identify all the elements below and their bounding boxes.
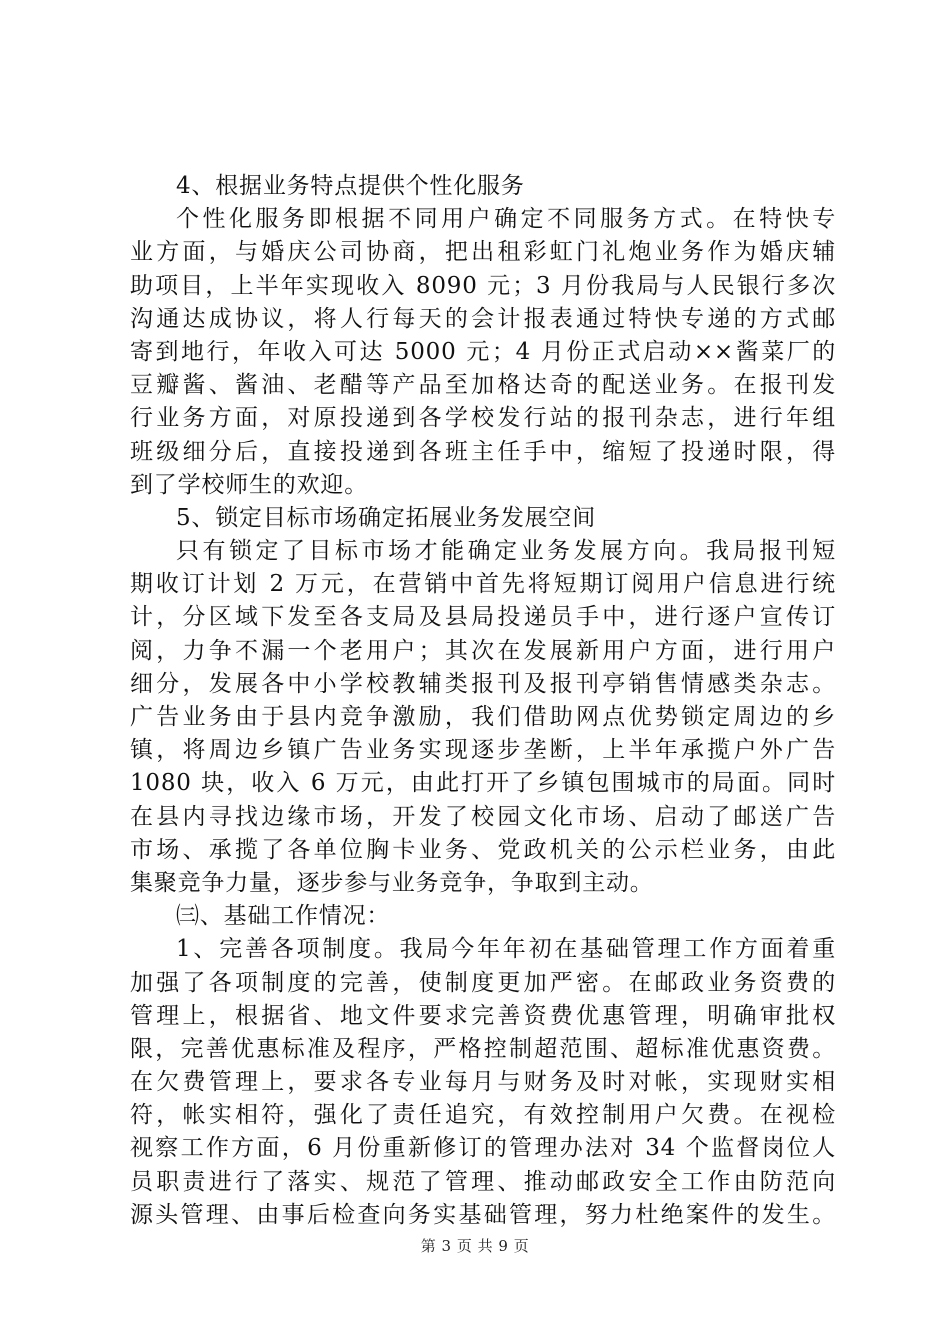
paragraph-line: 行业务方面，对原投递到各学校发行站的报刊杂志，进行年组 bbox=[130, 405, 836, 432]
paragraph-line: 集聚竞争力量，逐步参与业务竞争，争取到主动。 bbox=[130, 869, 654, 896]
paragraph-line: 寄到地行，年收入可达 5000 元；4 月份正式启动××酱菜厂的 bbox=[130, 338, 836, 365]
paragraph-line: 细分，发展各中小学校教辅类报刊及报刊亭销售情感类杂志。 bbox=[130, 670, 836, 697]
paragraph-line: 个性化服务即根据不同用户确定不同服务方式。在特快专 bbox=[176, 206, 836, 233]
section-heading: ㈢、基础工作情况： bbox=[176, 903, 391, 930]
paragraph-line: 镇，将周边乡镇广告业务实现逐步垄断，上半年承揽户外广告 bbox=[130, 737, 836, 764]
document-body bbox=[130, 170, 836, 1232]
section-heading: 5、锁定目标市场确定拓展业务发展空间 bbox=[176, 504, 597, 531]
paragraph-line: 沟通达成协议，将人行每天的会计报表通过特快专递的方式邮 bbox=[130, 305, 836, 332]
paragraph-line: 班级细分后，直接投递到各班主任手中，缩短了投递时限，得 bbox=[130, 438, 836, 465]
paragraph-line: 广告业务由于县内竞争激励，我们借助网点优势锁定周边的乡 bbox=[130, 704, 836, 730]
paragraph-line: 视察工作方面，6 月份重新修订的管理办法对 34 个监督岗位人 bbox=[130, 1135, 836, 1162]
paragraph-line: 在欠费管理上，要求各专业每月与财务及时对帐，实现财实相 bbox=[130, 1069, 836, 1096]
paragraph-line: 在县内寻找边缘市场，开发了校园文化市场、启动了邮送广告 bbox=[130, 803, 836, 830]
paragraph-line: 员职责进行了落实、规范了管理、推动邮政安全工作由防范向 bbox=[130, 1168, 836, 1195]
section-heading: 4、根据业务特点提供个性化服务 bbox=[176, 173, 525, 199]
paragraph-line: 加强了各项制度的完善，使制度更加严密。在邮政业务资费的 bbox=[130, 969, 836, 996]
paragraph-line: 市场、承揽了各单位胸卡业务、党政机关的公示栏业务，由此 bbox=[130, 836, 836, 863]
paragraph-line: 管理上，根据省、地文件要求完善资费优惠管理，明确审批权 bbox=[130, 1002, 836, 1029]
page-footer: 第 3 页 共 9 页 bbox=[420, 1237, 530, 1255]
paragraph-line: 限，完善优惠标准及程序，严格控制超范围、超标准优惠资费。 bbox=[130, 1035, 836, 1062]
paragraph-line: 到了学校师生的欢迎。 bbox=[130, 471, 368, 498]
paragraph-line: 阅，力争不漏一个老用户；其次在发展新用户方面，进行用户 bbox=[130, 637, 836, 664]
paragraph-line: 只有锁定了目标市场才能确定业务发展方向。我局报刊短 bbox=[176, 538, 836, 565]
paragraph-line: 业方面，与婚庆公司协商，把出租彩虹门礼炮业务作为婚庆辅 bbox=[130, 239, 836, 266]
paragraph-line: 源头管理、由事后检查向务实基础管理，努力杜绝案件的发生。 bbox=[130, 1201, 836, 1228]
paragraph-line: 计，分区域下发至各支局及县局投递员手中，进行逐户宣传订 bbox=[130, 604, 836, 631]
paragraph-line: 1080 块，收入 6 万元，由此打开了乡镇包围城市的局面。同时 bbox=[130, 770, 836, 797]
paragraph-line: 1、完善各项制度。我局今年年初在基础管理工作方面着重 bbox=[176, 936, 836, 963]
paragraph-line: 期收订计划 2 万元，在营销中首先将短期订阅用户信息进行统 bbox=[130, 571, 836, 598]
paragraph-line: 豆瓣酱、酱油、老醋等产品至加格达奇的配送业务。在报刊发 bbox=[130, 372, 836, 399]
paragraph-line: 助项目，上半年实现收入 8090 元；3 月份我局与人民银行多次 bbox=[130, 272, 836, 299]
paragraph-line: 符，帐实相符，强化了责任追究，有效控制用户欠费。在视检 bbox=[130, 1102, 836, 1129]
